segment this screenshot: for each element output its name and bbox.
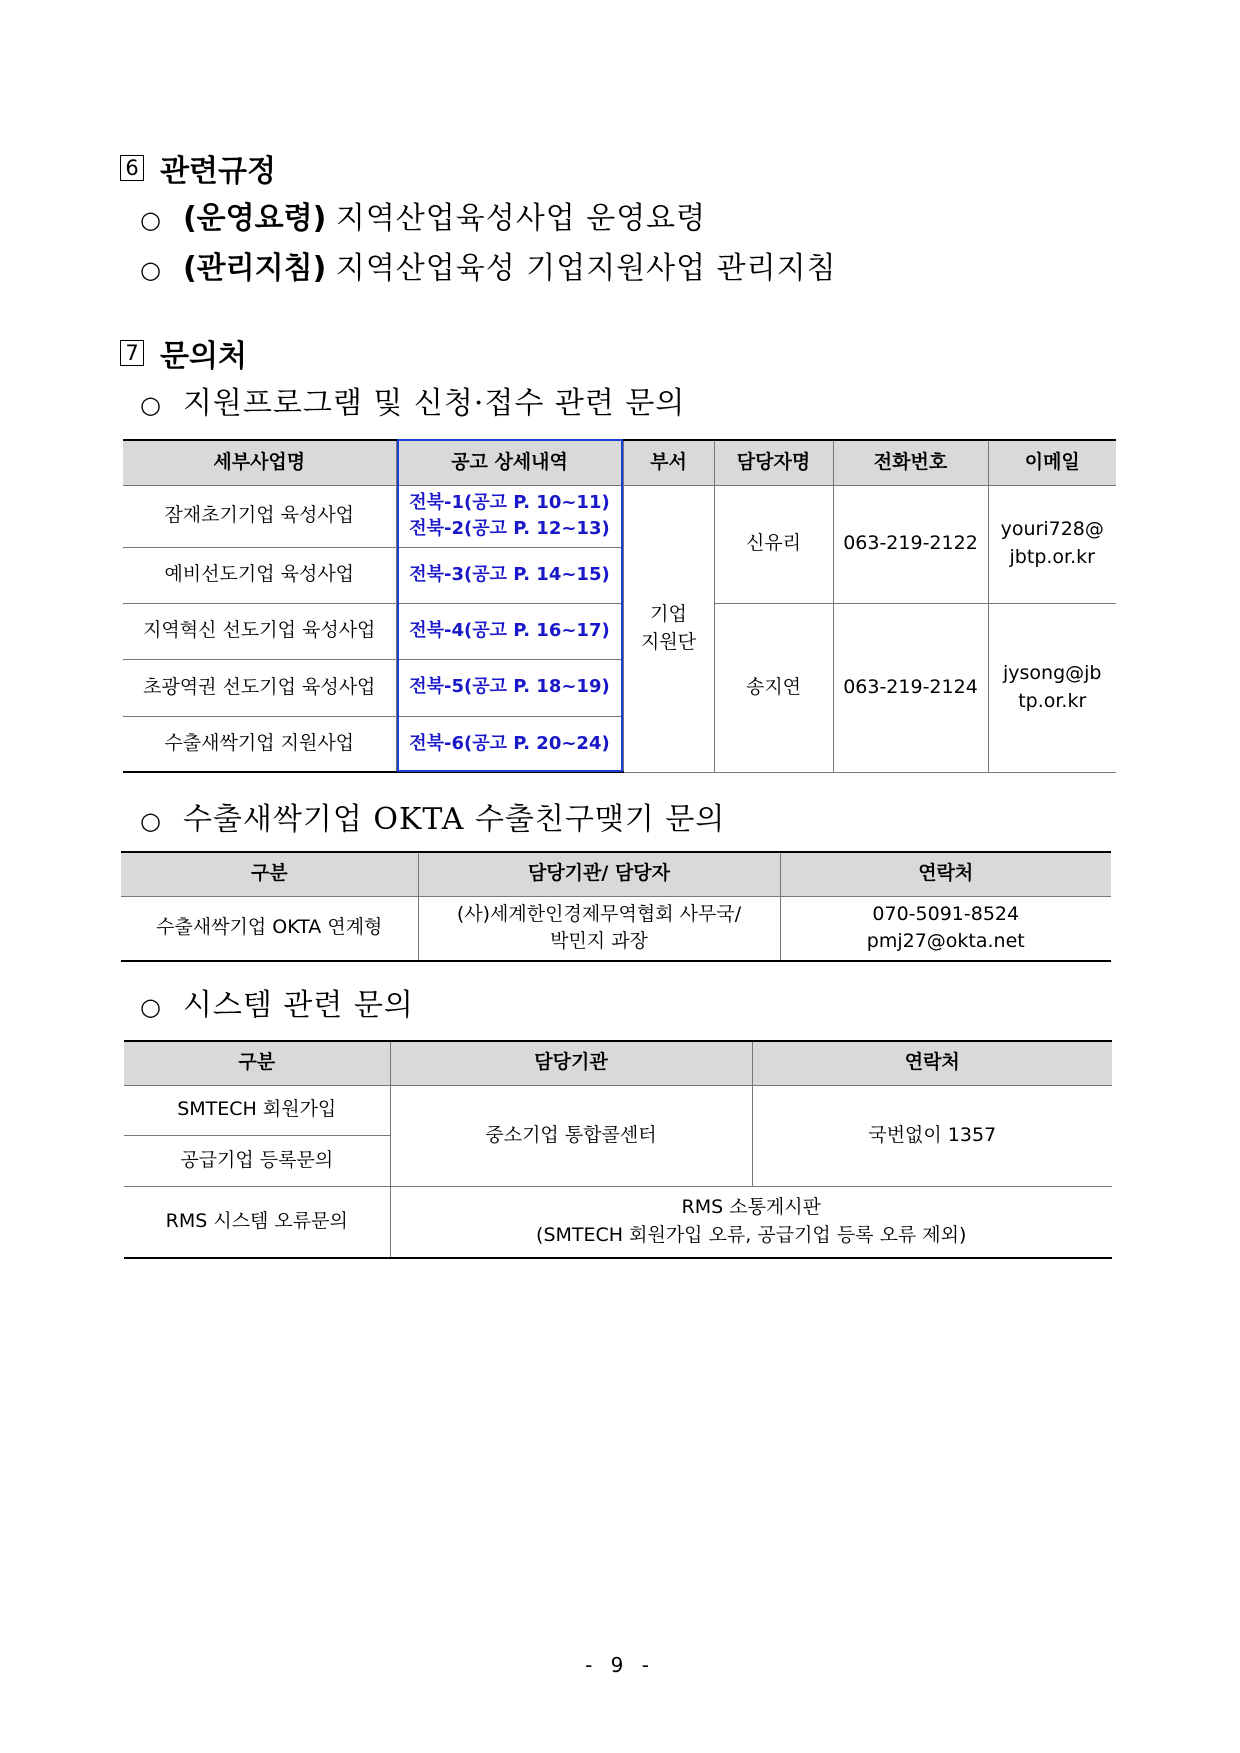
header-cell: 공고 상세내역 [396, 440, 623, 485]
section-title: 관련규정 [160, 154, 276, 189]
program-name: 수출새싹기업 지원사업 [123, 716, 396, 772]
program-name: 예비선도기업 육성사업 [123, 547, 396, 603]
section-title: 문의처 [160, 339, 247, 374]
regulation-item [140, 193, 706, 237]
regulation-text: 지역산업육성 기업지원사업 관리지침 [335, 251, 837, 286]
system-organization: 중소기업 통합콜센터 [390, 1085, 752, 1186]
regulation-label: (운영요령) [182, 201, 327, 236]
bullet-circle-icon: ○ [140, 256, 161, 284]
contact-phone: 063-219-2122 [833, 485, 988, 603]
system-category: RMS 시스템 오류문의 [124, 1186, 390, 1258]
header-cell: 담당기관 [390, 1041, 752, 1085]
section-number-box: 6 [120, 155, 144, 181]
contact-email: youri728@ jbtp.or.kr [988, 485, 1116, 603]
rms-board-cell: RMS 소통게시판 (SMTECH 회원가입 오류, 공급기업 등록 오류 제외) [390, 1186, 1112, 1258]
section-number-box: 7 [120, 340, 144, 366]
program-inquiry-bullet: ○ 지원프로그램 및 신청·접수 관련 문의 [140, 386, 686, 421]
bullet-circle-icon: ○ [140, 993, 161, 1021]
system-category: SMTECH 회원가입 [124, 1085, 390, 1135]
table-row [121, 896, 1111, 961]
system-inquiry-bullet: ○ 시스템 관련 문의 [140, 988, 414, 1023]
program-name: 초광역권 선도기업 육성사업 [123, 659, 396, 716]
table-row [124, 1186, 1112, 1258]
section-6-heading [120, 146, 276, 190]
regulation-label: (관리지침) [182, 251, 327, 286]
header-cell: 연락처 [752, 1041, 1112, 1085]
header-cell: 구분 [121, 852, 418, 896]
header-cell: 전화번호 [833, 440, 988, 485]
header-cell: 담당자명 [714, 440, 833, 485]
regulation-item [140, 243, 837, 287]
program-detail: 전북-4(공고 P. 16~17) [396, 603, 623, 659]
header-cell: 담당기관/ 담당자 [418, 852, 780, 896]
contact-email: jysong@jb tp.or.kr [988, 603, 1116, 772]
okta-inquiry-bullet: ○ 수출새싹기업 OKTA 수출친구맺기 문의 [140, 802, 726, 837]
program-name: 잠재초기기업 육성사업 [123, 485, 396, 547]
bullet-circle-icon: ○ [140, 807, 161, 835]
okta-inquiry-table [121, 851, 1111, 962]
program-inquiry-table [123, 439, 1116, 773]
bullet-circle-icon: ○ [140, 391, 161, 419]
bullet-circle-icon: ○ [140, 206, 161, 234]
okta-organization: (사)세계한인경제무역협회 사무국/ 박민지 과장 [418, 896, 780, 961]
okta-contact: 070-5091-8524 pmj27@okta.net [780, 896, 1111, 961]
table-row [123, 603, 1116, 659]
system-inquiry-table [124, 1040, 1112, 1259]
header-cell: 이메일 [988, 440, 1116, 485]
system-contact: 국번없이 1357 [752, 1085, 1112, 1186]
department-cell: 기업 지원단 [623, 485, 714, 772]
page-number: - 9 - [585, 1653, 655, 1677]
header-cell: 연락처 [780, 852, 1111, 896]
section-7-heading [120, 331, 247, 375]
contact-phone: 063-219-2124 [833, 603, 988, 772]
table-row [123, 485, 1116, 547]
program-name: 지역혁신 선도기업 육성사업 [123, 603, 396, 659]
regulation-text: 지역산업육성사업 운영요령 [335, 201, 707, 236]
table-row [124, 1085, 1112, 1135]
contact-person: 신유리 [714, 485, 833, 603]
program-detail: 전북-3(공고 P. 14~15) [396, 547, 623, 603]
program-detail: 전북-5(공고 P. 18~19) [396, 659, 623, 716]
program-detail: 전북-6(공고 P. 20~24) [396, 716, 623, 772]
program-detail: 전북-1(공고 P. 10~11) 전북-2(공고 P. 12~13) [396, 485, 623, 547]
header-cell: 부서 [623, 440, 714, 485]
okta-type: 수출새싹기업 OKTA 연계형 [121, 896, 418, 961]
system-category: 공급기업 등록문의 [124, 1135, 390, 1186]
contact-person: 송지연 [714, 603, 833, 772]
header-cell: 구분 [124, 1041, 390, 1085]
header-cell: 세부사업명 [123, 440, 396, 485]
